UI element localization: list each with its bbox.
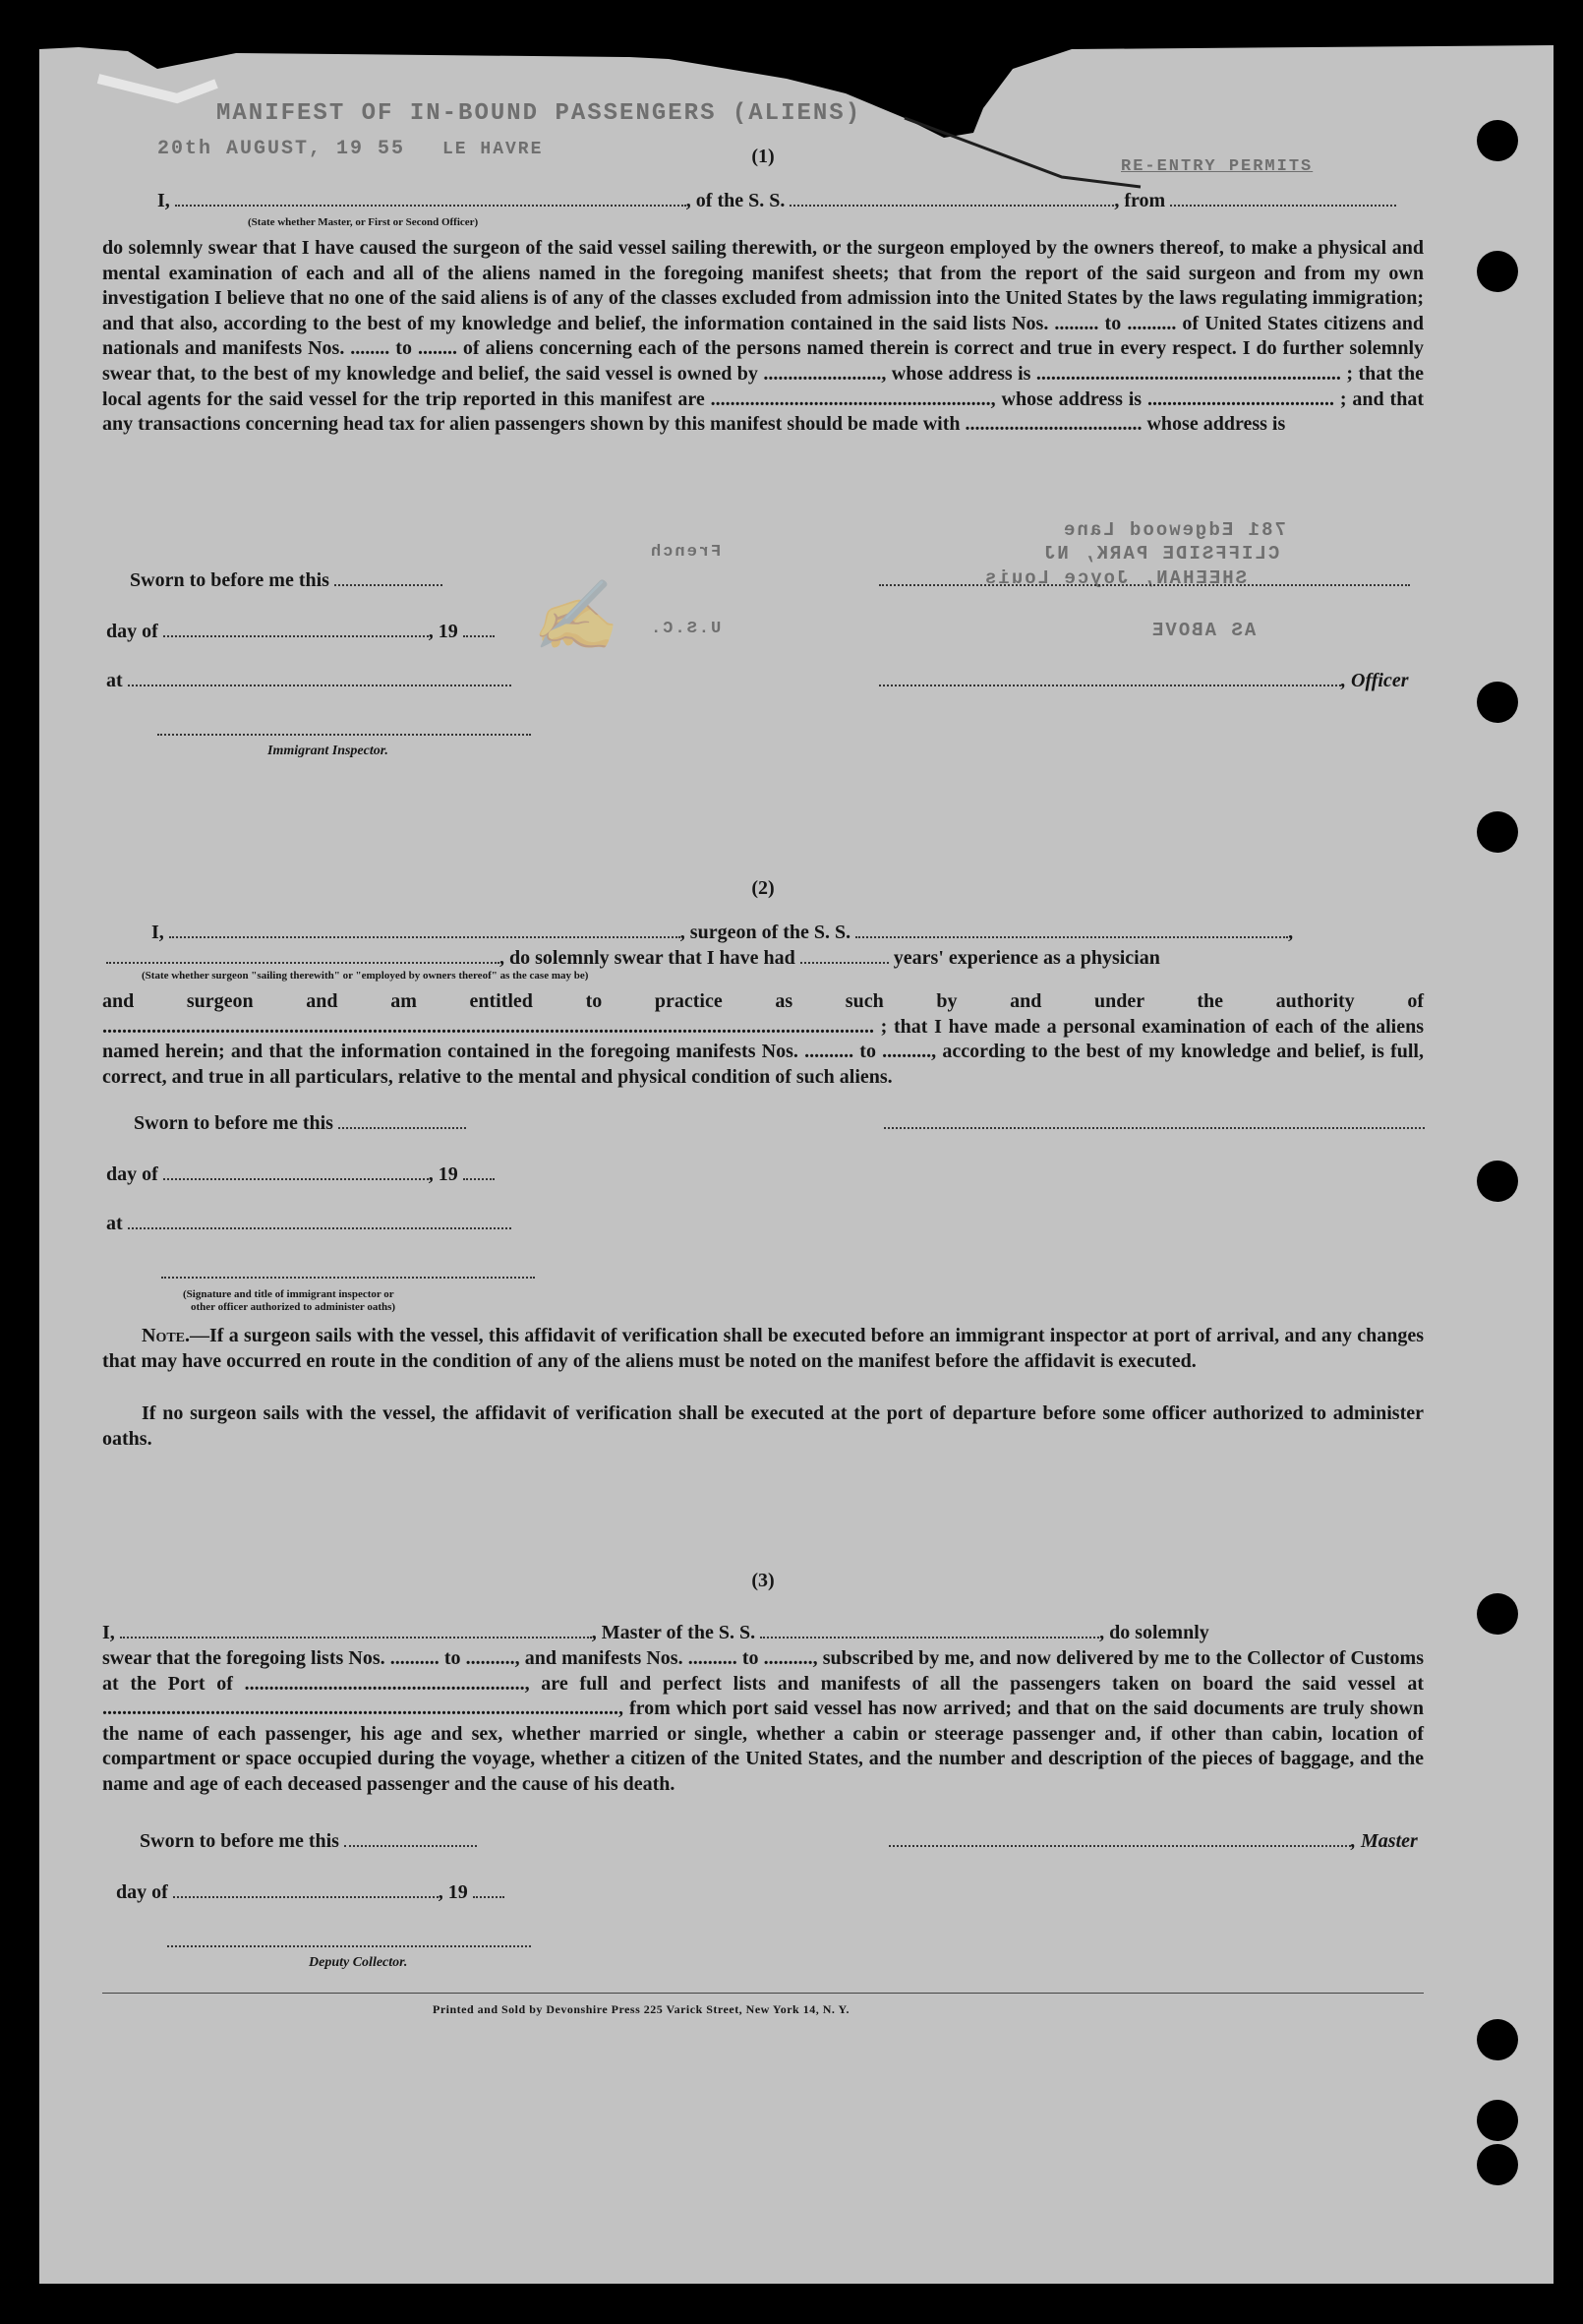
- section-1-inspector-line: [157, 718, 531, 742]
- master-sig-field[interactable]: [889, 1829, 1351, 1847]
- day-of-label: day of: [106, 621, 158, 642]
- surgeon-of-label: , surgeon of the S. S.: [679, 922, 851, 943]
- section-1-oath-paragraph: do solemnly swear that I have caused the surgeon of the said vessel sailing therewith, or the surgeon employed by the owners thereof, to make a physical and mental examination of each and all of the aliens named in the foregoing manifest sheets; that from the report of the said surgeon and from my own investigation I believe that no one of the said aliens is of any of the classes excluded from admission into the United States by the laws regulating immigration; and that also, according to the best of my knowledge and belief, the information contained in the said lists Nos. ......... to .......... of United States citizens and nationals and manifests Nos. ........ to ........ of aliens concerning each of the persons named therein is correct and true in every respect. I do further solemnly swear that, to the best of my knowledge and belief, the said vessel is owned by ........................, whose address is .............................................................. ; that the local agents for the said vessel for the trip reported in this manifest are ........................................................., whose address is ...................................... ; and that any transactions concerning head tax for alien passengers shown by this manifest should be made with .................................... whose address is: [102, 237, 1424, 436]
- master-ship-field[interactable]: [760, 1621, 1099, 1639]
- swear-label: , do solemnly swear that I have had: [499, 947, 795, 969]
- at-field[interactable]: [128, 669, 511, 686]
- sworn-date-field[interactable]: [338, 1111, 466, 1129]
- manifest-page: [39, 39, 1554, 2284]
- officer-label: , Officer: [1341, 670, 1409, 691]
- sworn-label: Sworn to before me this: [130, 569, 329, 591]
- section-2-day: [106, 1162, 495, 1186]
- signature-field[interactable]: [879, 568, 1410, 586]
- section-3-master-line: [102, 1621, 1424, 1644]
- master-of-label: , Master of the S. S.: [591, 1622, 756, 1643]
- note-paragraph: [102, 1324, 1424, 1374]
- punch-hole: [1477, 2100, 1518, 2141]
- year-field[interactable]: [463, 1162, 495, 1180]
- officer-field[interactable]: [175, 189, 686, 207]
- day-of-label: day of: [116, 1881, 168, 1903]
- section-2-at: [106, 1212, 511, 1235]
- sworn-label: Sworn to before me this: [134, 1112, 333, 1134]
- master-name-field[interactable]: [120, 1621, 592, 1639]
- day-field[interactable]: [163, 620, 429, 637]
- section-3-paragraph: swear that the foregoing lists Nos. .......... to .........., and manifests Nos. .......... to .........., subscribed by me, and now delivered by me to the Collector of Customs at the Port of ........................................................., are full and perfect lists and manifests of all the passengers taken on board the said vessel at ........................................................................................................., from which port said vessel has now arrived; and that on the said documents are truly shown the name of each passenger, his age and sex, whether married or single, whether a cabin or steerage passenger and, if other than cabin, location of compartment or space occupied during the voyage, whether a citizen of the United States, and the number and description of the pieces of baggage, and the name and age of each deceased passenger and the cause of his death.: [102, 1647, 1424, 1795]
- punch-hole: [1477, 2144, 1518, 2185]
- years-field[interactable]: [800, 946, 889, 964]
- day-field[interactable]: [173, 1880, 439, 1898]
- collector-label: Deputy Collector.: [309, 1955, 408, 1970]
- sworn-label: Sworn to before me this: [140, 1830, 339, 1852]
- surgeon-hint: (State whether surgeon "sailing therewith" or "employed by owners thereof" as the case may be): [142, 970, 589, 982]
- ghost-same: AS ABOVE: [1150, 620, 1257, 641]
- header-ghost-class: RE-ENTRY PERMITS: [1121, 157, 1314, 176]
- day-of-label: day of: [106, 1163, 158, 1185]
- officer-hint: (State whether Master, or First or Second Officer): [248, 216, 479, 228]
- section-1-at: [106, 669, 511, 692]
- punch-hole: [1477, 1593, 1518, 1635]
- section-1-oath-line: [157, 189, 1396, 212]
- punch-hole: [1477, 251, 1518, 292]
- solemnly-label: , do solemnly: [1099, 1622, 1209, 1643]
- section-3-sworn: [140, 1829, 477, 1853]
- section-3-day: [116, 1880, 504, 1904]
- section-2-years-line: [106, 946, 1160, 970]
- ghost-nationality: French: [649, 543, 722, 562]
- printer-credit: Printed and Sold by Devonshire Press 225 Varick Street, New York 14, N. Y.: [433, 2002, 850, 2016]
- sworn-date-field[interactable]: [344, 1829, 477, 1847]
- year-label: , 19: [428, 1163, 458, 1185]
- surgeon-i: I,: [151, 922, 164, 943]
- note-text-1: —If a surgeon sails with the vessel, this affidavit of verification shall be executed before an immigrant inspector at port of arrival, and any changes that may have occurred en route in the condition of any of the aliens must be noted on the manifest before the affidavit is executed.: [102, 1325, 1424, 1372]
- header-ghost-date: 20th AUGUST, 19 55: [157, 138, 406, 160]
- section-1-number: (1): [751, 146, 775, 167]
- section-1-sworn: [130, 568, 442, 592]
- sworn-date-field[interactable]: [334, 568, 442, 586]
- section-2-inspector-line: [161, 1261, 535, 1284]
- surgeon-name-field[interactable]: [169, 921, 680, 938]
- from-label: , from: [1114, 190, 1166, 211]
- officer-sig-field[interactable]: [879, 669, 1341, 686]
- at-field[interactable]: [128, 1212, 511, 1229]
- year-label: , 19: [438, 1881, 468, 1903]
- ghost-city: CLIFFSIDE PARK, NJ: [1042, 543, 1280, 565]
- punch-hole: [1477, 811, 1518, 853]
- sig-hint-1: (Signature and title of immigrant inspector or: [183, 1288, 394, 1300]
- section-2-sig: [884, 1111, 1425, 1135]
- punch-hole: [1477, 2019, 1518, 2060]
- section-3-number: (3): [751, 1570, 775, 1591]
- header-ghost-port: LE HAVRE: [442, 140, 544, 159]
- surgeon-role-field[interactable]: [106, 946, 499, 964]
- ghost-address: 781 Edgewood Lane: [1062, 519, 1286, 541]
- at-label: at: [106, 670, 123, 691]
- surgeon-sig-field[interactable]: [884, 1111, 1425, 1129]
- section-3-master-sig: [889, 1829, 1418, 1853]
- collector-sig-field[interactable]: [167, 1930, 531, 1947]
- note-label: Note.: [142, 1325, 191, 1346]
- years-label: years' experience as a physician: [893, 947, 1160, 969]
- ship-name-field[interactable]: [790, 189, 1114, 207]
- punch-hole: [1477, 682, 1518, 723]
- inspector-sig-field[interactable]: [161, 1261, 535, 1279]
- year-field[interactable]: [463, 620, 495, 637]
- surgeon-ship-field[interactable]: [855, 921, 1288, 938]
- sig-hint-2: other officer authorized to administer oaths): [191, 1301, 396, 1313]
- from-port-field[interactable]: [1170, 189, 1396, 207]
- footer-rule: [102, 1993, 1424, 1994]
- header-ghost-title: MANIFEST OF IN-BOUND PASSENGERS (ALIENS): [216, 100, 862, 127]
- section-1-officer-line: [879, 669, 1409, 692]
- ghost-name: SHEEHAN, Joyce Louis: [983, 567, 1248, 589]
- section-2-number: (2): [751, 877, 775, 899]
- of-ss-label: , of the S. S.: [685, 190, 786, 211]
- day-field[interactable]: [163, 1162, 429, 1180]
- ghost-handwriting: ✍: [531, 575, 617, 656]
- inspector-sig-field[interactable]: [157, 718, 531, 736]
- at-label: at: [106, 1213, 123, 1234]
- year-field[interactable]: [473, 1880, 504, 1898]
- section-1-master-sig: [879, 568, 1410, 592]
- punch-hole: [1477, 120, 1518, 161]
- oath-i: I,: [157, 190, 170, 211]
- section-1-day: [106, 620, 495, 643]
- punch-hole: [1477, 1161, 1518, 1202]
- year-label: , 19: [428, 621, 458, 642]
- master-i: I,: [102, 1622, 115, 1643]
- section-2-sworn: [134, 1111, 466, 1135]
- inspector-label: Immigrant Inspector.: [267, 744, 388, 758]
- section-2-paragraph: and surgeon and am entitled to practice as such by and under the authority of ............................................................................................................................................................. ; that I have made a personal examination of each of the aliens named herein; and that the information contained in the foregoing manifests Nos. .......... to .........., according to the best of my knowledge and belief, is full, correct, and true in all particulars, relative to the mental and physical condition of such aliens.: [102, 990, 1424, 1088]
- master-label: , Master: [1351, 1830, 1418, 1852]
- note-paragraph-2: If no surgeon sails with the vessel, the affidavit of verification shall be executed at the port of departure before some officer authorized to administer oaths.: [102, 1402, 1424, 1450]
- section-2-surgeon-line: I, , surgeon of the S. S. ,: [151, 922, 1294, 943]
- ghost-citizen: U.S.C.: [649, 620, 722, 638]
- section-3-collector-line: [167, 1930, 531, 1953]
